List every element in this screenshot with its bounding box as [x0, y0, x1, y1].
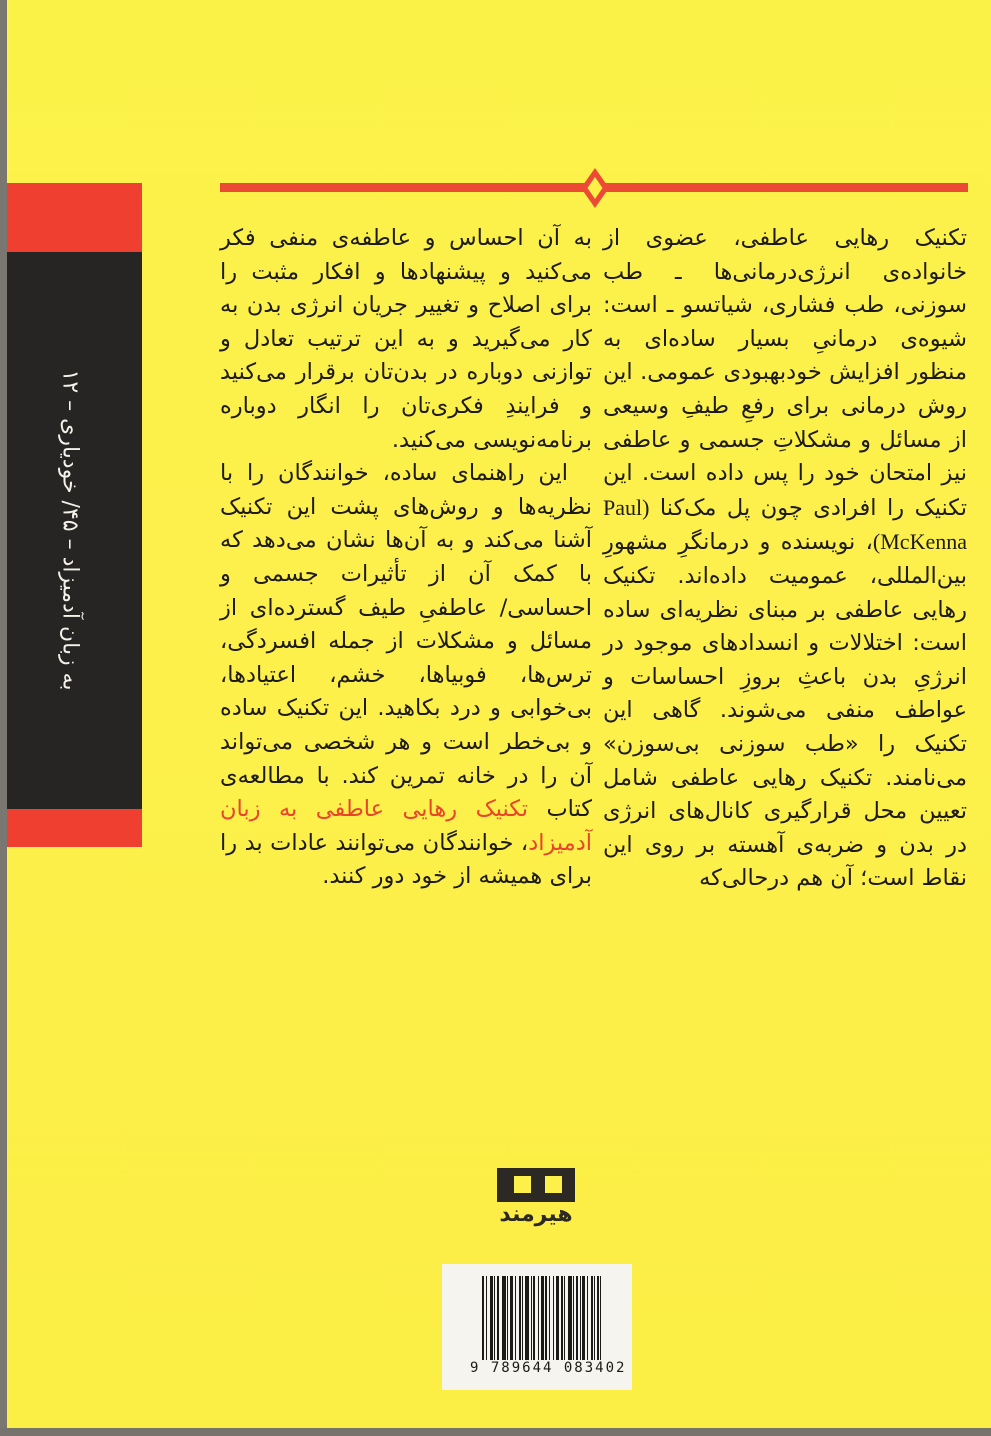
spine-red-band-top	[7, 183, 142, 252]
blurb-left-column	[220, 222, 592, 894]
logo-square-left	[514, 1176, 531, 1193]
blurb-text: ، نویسنده و درمانگرِ مشهورِ بین‌المللی، عمومیت داده‌اند. تکنیک رهایی عاطفی بر مبنای نظریه‌ای ساده است: اختلالات و انسدادهای موجود در انرژیِ بدن باعثِ بروزِ احساسات و عواطف منفی می‌شوند. گاهی این تکنیک را «طب سوزنی بی‌سوزن» می‌نامند. تکنیک رهایی عاطفی شامل تعیین محل قرارگیری کانال‌های انرژی در بدن و ضربه‌ی آهسته بر روی این نقاط است؛ آن هم درحالی‌که	[603, 529, 967, 892]
blurb-paragraph	[603, 222, 967, 896]
blurb-paragraph	[220, 457, 592, 894]
blurb-paragraph: به آن احساس و عاطفه‌ی منفی فکر می‌کنید و پیشنهادها و افکار مثبت را برای اصلاح و تغییر جریان انرژی بدن به کار می‌گیرید و به این ترتیب تعادل و توازنی دوباره در بدن‌تان برقرار می‌کنید و فرایندِ فکری‌تان را انگار دوباره برنامه‌نویسی می‌کنید.	[220, 225, 592, 453]
logo-square-right	[545, 1176, 562, 1193]
blurb-text: تکنیک رهایی عاطفی، عضوی از خانواده‌ی انرژی‌درمانی‌ها ـ طب سوزنی، طب فشاری، شیاتسو ـ است: شیوه‌ی درمانیِ بسیار ساده‌ای به منظور افزایش خودبهبودی عمومی. این روش درمانی برای رفعِ طیفِ وسیعی از مسائل و مشکلاتِ جسمی و عاطفی نیز امتحان خود را پس داده است. این تکنیک را افرادی چون پل مک‌کنا	[603, 225, 967, 521]
cover-left-edge	[0, 0, 7, 1436]
isbn-barcode	[442, 1264, 632, 1390]
blurb-text: ، خوانندگان می‌توانند عادات بد را برای همیشه از خود دور کنند.	[220, 829, 592, 890]
series-title: به زبان آدمیزاد – ۴۵/ خودیاری – ۱۲	[57, 369, 83, 691]
book-title-highlight: تکنیک رهایی عاطفی به زبان آدمیزاد	[220, 796, 592, 856]
blurb-text: این راهنمای ساده، خوانندگان را با نظریه‌ها و روش‌های پشت این تکنیک آشنا می‌کند و به آن‌ها نشان می‌دهد که با کمک آن از تأثیرات جسمی و احساسی/ عاطفیِ طیف گسترده‌ای از مسائل و مشکلات از جمله افسردگی، ترس‌ها، فوبیاها، خشم، اعتیادها، بی‌خوابی و درد بکاهید. این تکنیک ساده و بی‌خطر است و هر شخصی می‌تواند آن را در خانه تمرین کند. با مطالعه‌ی کتاب	[220, 460, 592, 823]
diamond-ornament-icon	[578, 166, 612, 210]
cover-bottom-edge	[0, 1428, 991, 1436]
isbn-number: 9 789644 083402	[468, 1360, 630, 1376]
publisher-name: هیرمند	[499, 1202, 573, 1227]
publisher-logo-icon	[497, 1168, 575, 1202]
author-latin-name: (Paul McKenna)	[603, 494, 967, 555]
blurb-right-column	[603, 222, 967, 896]
spine-red-band-bottom	[7, 809, 142, 847]
